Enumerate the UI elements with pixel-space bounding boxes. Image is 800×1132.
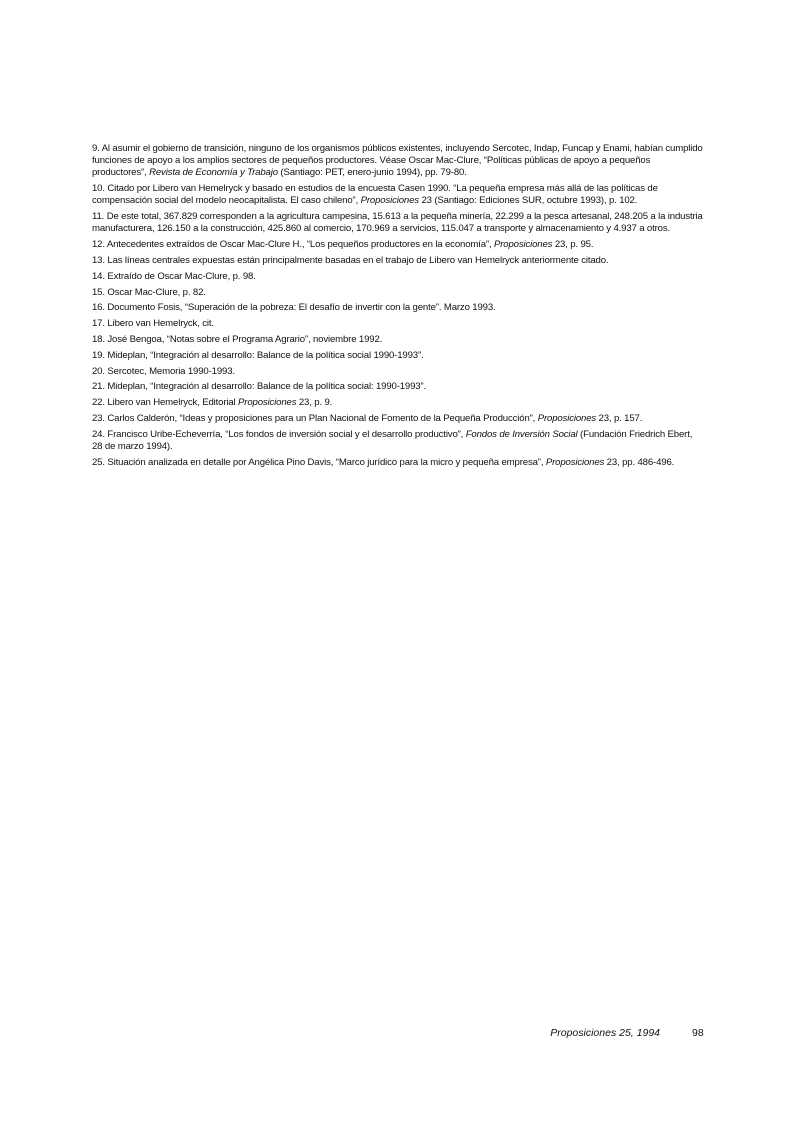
endnote-22 — [92, 397, 704, 409]
endnote-italic-title: Proposiciones — [494, 239, 553, 251]
endnote-text: 10. Citado por Libero van Hemelryck y basado en estudios de la encuesta Casen 1990. “La pequeña empresa más allá de las políticas de compensación social del modelo neocapitalista. El caso chileno”, — [92, 183, 658, 207]
journal-citation: Proposiciones 25, 1994 — [550, 1027, 660, 1039]
endnote-italic-title: Proposiciones — [238, 397, 297, 409]
endnote-text: 16. Documento Fosis, “Superación de la pobreza: El desafío de invertir con la gente”. Marzo 1993. — [92, 302, 496, 314]
endnote-text: 15. Oscar Mac-Clure, p. 82. — [92, 286, 206, 298]
endnote-text: 23, p. 9. — [296, 397, 333, 409]
endnote-16 — [92, 302, 704, 314]
endnote-20 — [92, 366, 704, 378]
endnote-21 — [92, 381, 704, 393]
page-number: 98 — [692, 1027, 704, 1039]
endnote-text: 23, p. 95. — [552, 239, 594, 251]
endnote-text: (Santiago: PET, enero-junio 1994), pp. 79-80. — [277, 167, 467, 179]
endnote-text: 20. Sercotec, Memoria 1990-1993. — [92, 365, 235, 377]
endnote-italic-title: Fondos de Inversión Social — [465, 428, 578, 440]
endnote-text: (Fundación Friedrich Ebert, 28 de marzo 1994). — [92, 428, 693, 452]
endnote-text: 13. Las líneas centrales expuestas están principalmente basadas en el trabajo de Libero van Hemelryck anteriormente citado. — [92, 255, 609, 266]
endnote-24 — [92, 429, 704, 453]
endnote-text: 25. Situación analizada en detalle por Angélica Pino Davis, “Marco jurídico para la micro y pequeña empresa”, — [92, 456, 546, 468]
endnote-23 — [92, 413, 704, 425]
endnote-text: 19. Mideplan, “Integración al desarrollo: Balance de la política social 1990-1993”. — [92, 349, 424, 361]
endnote-12 — [92, 239, 704, 251]
endnote-text: 17. Libero van Hemelryck, cit. — [92, 318, 214, 330]
endnote-text: 24. Francisco Uribe-Echeverría, “Los fondos de inversión social y el desarrollo productivo”, — [92, 428, 466, 440]
endnote-17 — [92, 318, 704, 330]
endnote-text: 18. José Bengoa, “Notas sobre el Programa Agrario”, noviembre 1992. — [92, 333, 383, 345]
endnote-19 — [92, 350, 704, 362]
endnote-text: 14. Extraído de Oscar Mac-Clure, p. 98. — [92, 270, 256, 282]
endnote-italic-title: Revista de Economía y Trabajo — [149, 167, 278, 179]
endnote-14 — [92, 271, 704, 283]
endnote-15 — [92, 287, 704, 299]
endnotes-list — [92, 143, 704, 473]
endnote-text: 23. Carlos Calderón, “Ideas y proposiciones para un Plan Nacional de Fomento de la Pequeña Producción”, — [92, 412, 538, 424]
endnote-25 — [92, 457, 704, 469]
endnote-text: 11. De este total, 367.829 corresponden a la agricultura campesina, 15.613 a la pequeña minería, 22.299 a la pesca artesanal, 248.205 a la industria manufacturera, 126.150 a la construcción, 425.860 al comercio, 170.969 a servicios, 115.047 a transporte y almacenamiento y 4.937 a otros. — [92, 211, 703, 235]
endnote-text: 21. Mideplan, “Integración al desarrollo: Balance de la política social: 1990-1993”. — [92, 381, 427, 393]
endnote-11 — [92, 211, 704, 235]
endnote-text: 23 (Santiago: Ediciones SUR, octubre 1993), p. 102. — [418, 195, 638, 207]
endnote-italic-title: Proposiciones — [545, 456, 605, 468]
endnote-text: 9. Al asumir el gobierno de transición, ninguno de los organismos públicos existentes, incluyendo Sercotec, Indap, Funcap y Enami, habían cumplido funciones de apoyo a los amplios sectores de pequeños productores. Véase Oscar Mac-Clure, “Políticas públicas de apoyo a pequeños productores”, — [92, 143, 703, 179]
endnote-18 — [92, 334, 704, 346]
endnote-9 — [92, 143, 704, 180]
endnote-13 — [92, 255, 704, 267]
endnote-text: 23, pp. 486-496. — [604, 456, 675, 468]
endnote-10 — [92, 183, 704, 207]
endnote-text: 12. Antecedentes extraídos de Oscar Mac-Clure H., “Los pequeños productores en la economía”, — [92, 239, 495, 251]
endnote-italic-title: Proposiciones — [537, 412, 597, 424]
endnote-text: 22. Libero van Hemelryck, Editorial — [92, 397, 239, 409]
endnote-italic-title: Proposiciones — [360, 195, 419, 207]
endnote-text: 23, p. 157. — [596, 412, 643, 424]
